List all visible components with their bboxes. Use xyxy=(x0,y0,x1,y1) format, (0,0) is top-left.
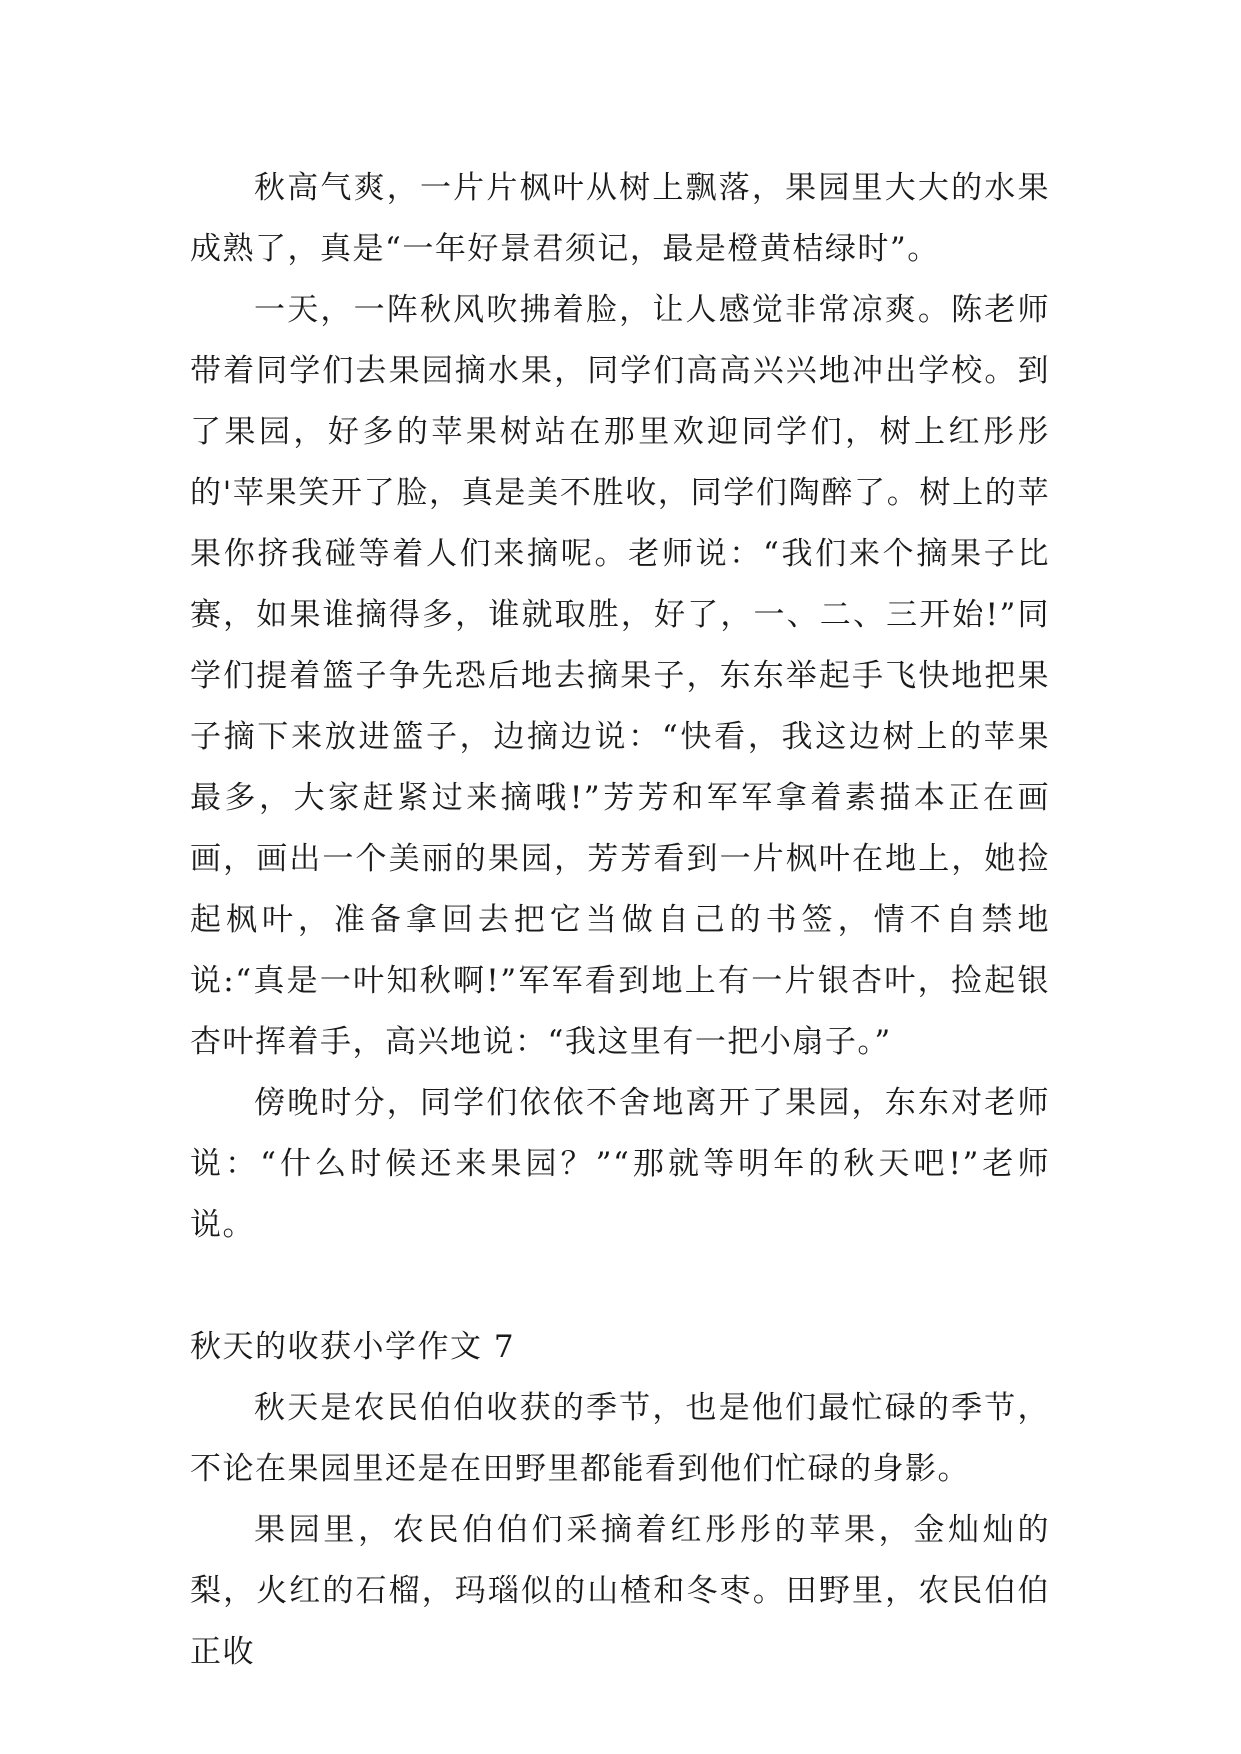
section-title: 秋天的收获小学作文 7 xyxy=(190,1329,516,1365)
paragraph-5: 果园里，农民伯伯们采摘着红彤彤的苹果，金灿灿的梨，火红的石榴，玛瑙似的山楂和冬枣。田野里，农民伯伯正收 xyxy=(190,1512,1050,1670)
document-page xyxy=(190,158,1050,1683)
paragraph-4: 秋天是农民伯伯收获的季节，也是他们最忙碌的季节，不论在果园里还是在田野里都能看到他们忙碌的身影。 xyxy=(190,1390,1050,1487)
paragraph-2: 一天，一阵秋风吹拂着脸，让人感觉非常凉爽。陈老师带着同学们去果园摘水果，同学们高高兴兴地冲出学校。到了果园，好多的苹果树站在那里欢迎同学们，树上红彤彤的'苹果笑开了脸，真是美不胜收，同学们陶醉了。树上的苹果你挤我碰等着人们来摘呢。老师说：“我们来个摘果子比赛，如果谁摘得多，谁就取胜，好了，一、二、三开始!”同学们提着篮子争先恐后地去摘果子，东东举起手飞快地把果子摘下来放进篮子，边摘边说：“快看，我这边树上的苹果最多，大家赶紧过来摘哦!”芳芳和军军拿着素描本正在画画，画出一个美丽的果园，芳芳看到一片枫叶在地上，她捡起枫叶，准备拿回去把它当做自己的书签，情不自禁地说:“真是一叶知秋啊!”军军看到地上有一片银杏叶，捡起银杏叶挥着手，高兴地说：“我这里有一把小扇子。” xyxy=(190,292,1050,1060)
paragraph-3: 傍晚时分，同学们依依不舍地离开了果园，东东对老师说：“什么时候还来果园？”“那就等明年的秋天吧!”老师说。 xyxy=(190,1085,1050,1243)
paragraph-1: 秋高气爽，一片片枫叶从树上飘落，果园里大大的水果成熟了，真是“一年好景君须记，最是橙黄桔绿时”。 xyxy=(190,170,1050,267)
section-spacer xyxy=(190,1256,1050,1317)
